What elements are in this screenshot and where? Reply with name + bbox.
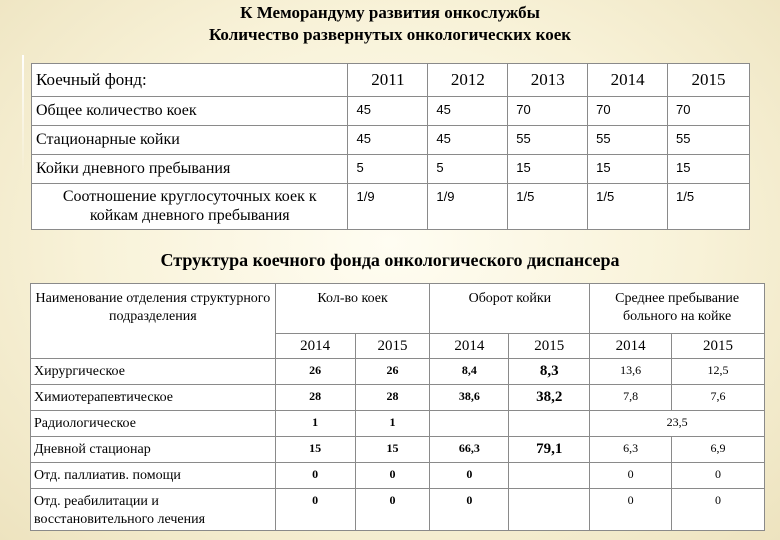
table-header-row (31, 284, 765, 334)
department-name: Химиотерапевтическое (31, 385, 276, 411)
cell-value (430, 411, 509, 437)
cell-value: 0 (430, 463, 509, 489)
cell-value: 6,9 (672, 437, 765, 463)
cell-value: 70 (588, 97, 668, 126)
header-department: Наименование отделения структурного подразделения (31, 284, 276, 359)
table-header-row (32, 64, 750, 97)
year-header: 2014 (590, 334, 672, 359)
decorative-line (22, 55, 24, 175)
bed-fund-table (31, 63, 750, 230)
cell-value: 45 (428, 97, 508, 126)
table-row (32, 97, 750, 126)
year-header: 2014 (275, 334, 355, 359)
cell-value: 13,6 (590, 359, 672, 385)
table-row (32, 184, 750, 230)
cell-value: 26 (275, 359, 355, 385)
row-label: Койки дневного пребывания (32, 155, 348, 184)
cell-value: 6,3 (590, 437, 672, 463)
cell-value: 5 (348, 155, 428, 184)
year-header: 2014 (588, 64, 668, 97)
cell-value: 5 (428, 155, 508, 184)
cell-value: 0 (590, 463, 672, 489)
cell-value: 23,5 (590, 411, 765, 437)
cell-value: 15 (588, 155, 668, 184)
year-header: 2011 (348, 64, 428, 97)
table-row (32, 155, 750, 184)
row-label-line: койкам дневного пребывания (89, 207, 290, 224)
department-name-line: восстановительного лечения (34, 511, 206, 527)
year-header: 2015 (509, 334, 590, 359)
row-label: Общее количество коек (32, 97, 348, 126)
cell-value: 0 (590, 489, 672, 531)
cell-value: 55 (588, 126, 668, 155)
cell-value: 28 (275, 385, 355, 411)
table-row (32, 126, 750, 155)
header-beds: Кол-во коек (275, 284, 430, 334)
table-row (31, 437, 765, 463)
cell-value: 1 (275, 411, 355, 437)
cell-value: 0 (275, 489, 355, 531)
cell-value: 8,3 (509, 359, 590, 385)
department-name: Радиологическое (31, 411, 276, 437)
department-name: Хирургическое (31, 359, 276, 385)
department-name (31, 489, 276, 531)
cell-value: 38,2 (509, 385, 590, 411)
cell-value: 45 (348, 97, 428, 126)
cell-value: 1/9 (428, 184, 508, 230)
cell-value: 66,3 (430, 437, 509, 463)
cell-value: 1/5 (508, 184, 588, 230)
row-label: Стационарные койки (32, 126, 348, 155)
cell-value: 1/5 (588, 184, 668, 230)
year-header: 2014 (430, 334, 509, 359)
year-header: 2012 (428, 64, 508, 97)
cell-value: 1/9 (348, 184, 428, 230)
row-label-line: Соотношение круглосуточных коек к (62, 188, 317, 205)
year-header: 2015 (355, 334, 430, 359)
table-row (31, 385, 765, 411)
cell-value: 38,6 (430, 385, 509, 411)
cell-value: 0 (430, 489, 509, 531)
cell-value (509, 463, 590, 489)
header-avg-stay: Среднее пребывание больного на койке (590, 284, 765, 334)
department-name: Отд. паллиатив. помощи (31, 463, 276, 489)
slide-subtitle: Количество развернутых онкологических коек (208, 25, 572, 44)
slide-title: К Меморандуму развития онкослужбы (240, 3, 540, 22)
cell-value: 15 (275, 437, 355, 463)
cell-value (509, 489, 590, 531)
cell-value: 15 (668, 155, 750, 184)
cell-value (509, 411, 590, 437)
cell-value: 55 (508, 126, 588, 155)
department-name-line: Отд. реабилитации и (34, 493, 159, 509)
cell-value: 15 (355, 437, 430, 463)
cell-value: 45 (348, 126, 428, 155)
year-header: 2015 (668, 64, 750, 97)
cell-value: 7,6 (672, 385, 765, 411)
header-label: Коечный фонд: (32, 64, 348, 97)
cell-value: 8,4 (430, 359, 509, 385)
cell-value: 0 (355, 489, 430, 531)
header-turnover: Оборот койки (430, 284, 590, 334)
year-header: 2013 (508, 64, 588, 97)
cell-value: 28 (355, 385, 430, 411)
table-row (31, 359, 765, 385)
bed-structure-table (30, 283, 765, 531)
cell-value: 0 (672, 489, 765, 531)
year-header: 2015 (672, 334, 765, 359)
cell-value: 1/5 (668, 184, 750, 230)
cell-value: 0 (672, 463, 765, 489)
department-name: Дневной стационар (31, 437, 276, 463)
table-row (31, 489, 765, 531)
section-title: Структура коечного фонда онкологического диспансера (160, 250, 620, 270)
cell-value: 70 (668, 97, 750, 126)
cell-value: 26 (355, 359, 430, 385)
cell-value: 79,1 (509, 437, 590, 463)
row-label (32, 184, 348, 230)
cell-value: 0 (355, 463, 430, 489)
cell-value: 7,8 (590, 385, 672, 411)
cell-value: 0 (275, 463, 355, 489)
table-row (31, 411, 765, 437)
cell-value: 45 (428, 126, 508, 155)
cell-value: 15 (508, 155, 588, 184)
cell-value: 55 (668, 126, 750, 155)
cell-value: 70 (508, 97, 588, 126)
table-row (31, 463, 765, 489)
cell-value: 1 (355, 411, 430, 437)
cell-value: 12,5 (672, 359, 765, 385)
